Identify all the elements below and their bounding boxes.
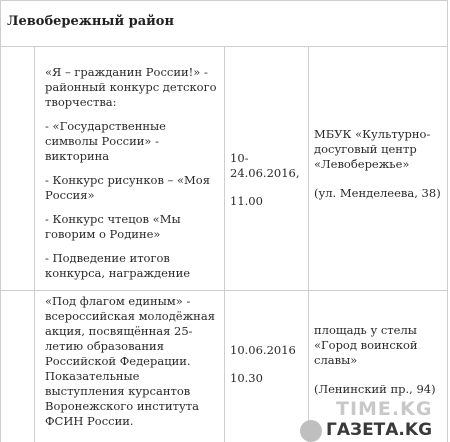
description-line: - Конкурс рисунков – «Моя Россия» — [45, 173, 210, 202]
description-line: - «Государственные символы России» - викторина — [45, 119, 166, 163]
index-cell — [0, 291, 34, 442]
event-place: площадь у стелы «Город воинской славы» — [314, 323, 418, 367]
section-title: Левобережный район — [7, 14, 174, 29]
event-date: 10-24.06.2016, — [230, 151, 300, 180]
event-time: 10.30 — [230, 371, 263, 385]
table-row — [0, 46, 448, 290]
description-cell — [34, 47, 224, 290]
date-cell — [224, 291, 308, 442]
index-cell — [0, 47, 34, 290]
date-cell — [224, 47, 308, 290]
watermark-logo-icon — [300, 420, 322, 442]
event-address: (ул. Менделеева, 38) — [314, 186, 441, 200]
event-date: 10.06.2016 — [230, 343, 296, 357]
event-address: (Ленинский пр., 94) — [314, 382, 436, 396]
description-line: - Подведение итогов конкурса, награждение — [45, 251, 191, 280]
watermark-faded: TIME.KG — [336, 398, 433, 420]
description-line: - Конкурс чтецов «Мы говорим о Родине» — [45, 212, 181, 241]
description-line: «Я – гражданин России!» - районный конкурс детского творчества: — [45, 65, 217, 109]
description-cell — [34, 291, 224, 442]
watermark-brand: ГАЗЕТА.KG — [326, 420, 433, 440]
section-header — [0, 0, 448, 46]
event-time: 11.00 — [230, 194, 263, 208]
description-line: «Под флагом единым» - всероссийская молодёжная акция, посвящённая 25-летию образования Российской Федерации. Показательные выступления курсантов Воронежского института ФСИН России. — [45, 294, 215, 428]
place-cell — [308, 47, 448, 290]
event-place: МБУК «Культурно-досуговый центр «Левобережье» — [314, 127, 431, 171]
